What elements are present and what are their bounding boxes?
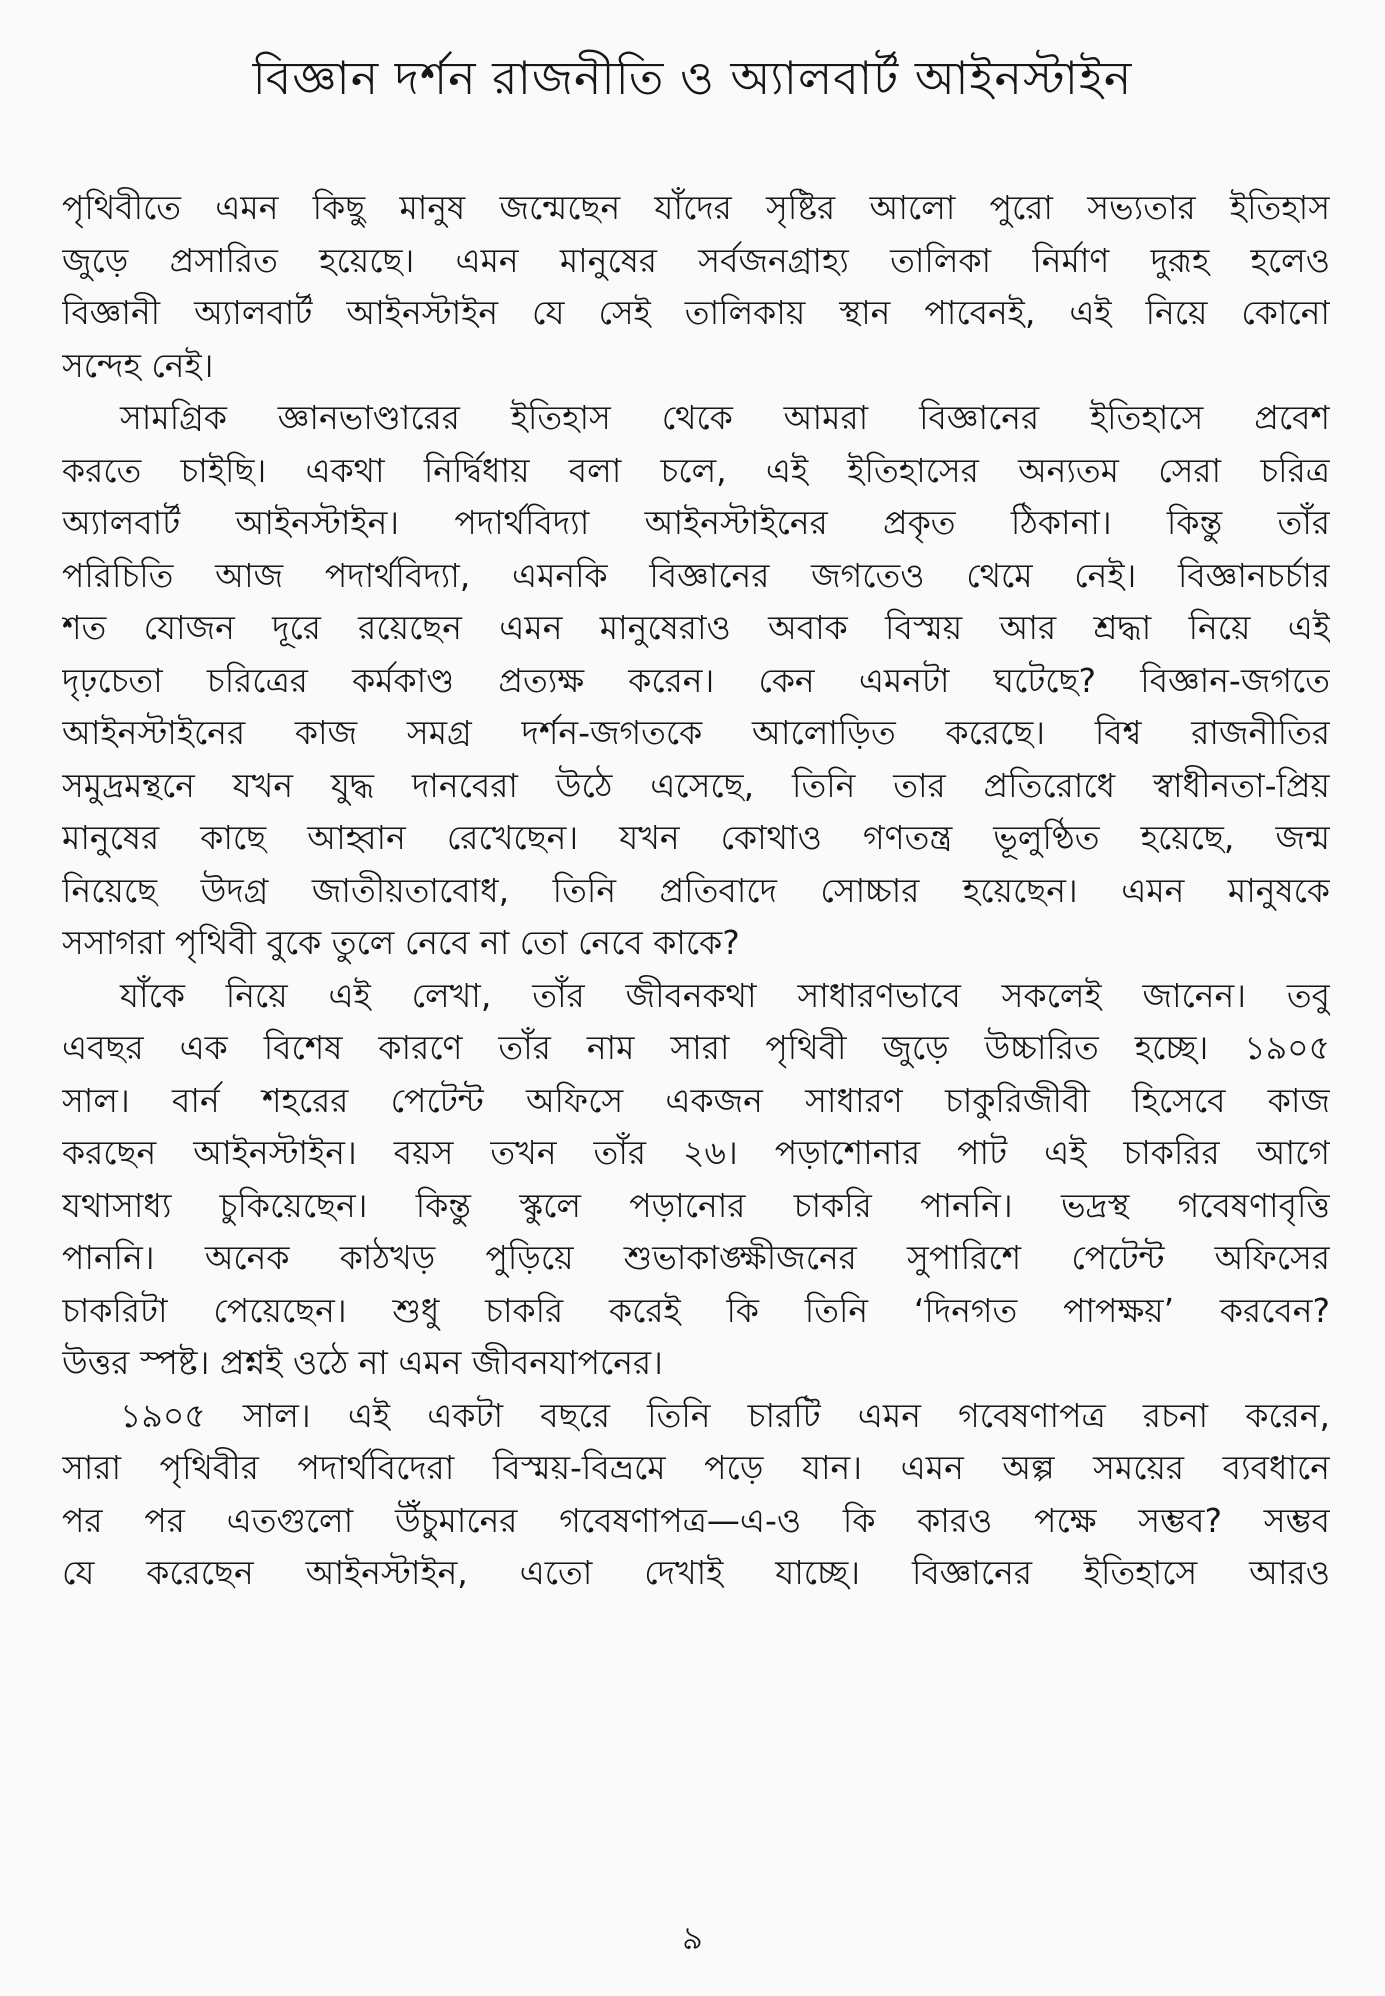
body-text [62, 182, 1330, 1600]
paragraph [62, 392, 1330, 970]
text-line: যাঁকে নিয়ে এই লেখা, তাঁর জীবনকথা সাধারণভাবে সকলেই জানেন। তবু [120, 975, 1330, 1015]
text-line: অ্যালবার্ট আইনস্টাইন। পদার্থবিদ্যা আইনস্টাইনের প্রকৃত ঠিকানা। কিন্তু তাঁর [62, 503, 1330, 542]
chapter-title: বিজ্ঞান দর্শন রাজনীতি ও অ্যালবার্ট আইনস্টাইন [252, 51, 1133, 105]
text-line: সসাগরা পৃথিবী বুকে তুলে নেবে না তো নেবে কাকে? [62, 923, 740, 962]
text-line: ১৯০৫ সাল। এই একটা বছরে তিনি চারটি এমন গবেষণাপত্র রচনা করেন, [120, 1395, 1330, 1435]
paragraph [62, 970, 1330, 1390]
text-line: সমুদ্রমন্থনে যখন যুদ্ধ দানবেরা উঠে এসেছে, তিনি তার প্রতিরোধে স্বাধীনতা-প্রিয় [62, 765, 1330, 805]
text-line: পর পর এতগুলো উঁচুমানের গবেষণাপত্র—এ-ও কি কারও পক্ষে সম্ভব? সম্ভব [62, 1500, 1330, 1540]
text-line: দৃঢ়চেতা চরিত্রের কর্মকাণ্ড প্রত্যক্ষ করেন। কেন এমনটা ঘটেছে? বিজ্ঞান-জগতে [62, 660, 1330, 700]
text-line: এবছর এক বিশেষ কারণে তাঁর নাম সারা পৃথিবী জুড়ে উচ্চারিত হচ্ছে। ১৯০৫ [62, 1028, 1330, 1067]
text-line: জুড়ে প্রসারিত হয়েছে। এমন মানুষের সর্বজনগ্রাহ্য তালিকা নির্মাণ দুরূহ হলেও [62, 240, 1330, 280]
text-line: চাকরিটা পেয়েছেন। শুধু চাকরি করেই কি তিনি ‘দিনগত পাপক্ষয়’ করবেন? [62, 1290, 1330, 1330]
text-line: বিজ্ঞানী অ্যালবার্ট আইনস্টাইন যে সেই তালিকায় স্থান পাবেনই, এই নিয়ে কোনো [62, 293, 1330, 332]
text-line: আইনস্টাইনের কাজ সমগ্র দর্শন-জগতকে আলোড়িত করেছে। বিশ্ব রাজনীতির [62, 713, 1330, 752]
text-line: উত্তর স্পষ্ট। প্রশ্নই ওঠে না এমন জীবনযাপনের। [62, 1343, 663, 1382]
paragraph [62, 1390, 1330, 1600]
text-line: শত যোজন দূরে রয়েছেন এমন মানুষেরাও অবাক বিস্ময় আর শ্রদ্ধা নিয়ে এই [62, 608, 1330, 647]
text-line: পাননি। অনেক কাঠখড় পুড়িয়ে শুভাকাঙ্ক্ষীজনের সুপারিশে পেটেন্ট অফিসের [62, 1238, 1330, 1277]
text-line: করতে চাইছি। একথা নির্দ্বিধায় বলা চলে, এই ইতিহাসের অন্যতম সেরা চরিত্র [62, 450, 1330, 490]
text-line: সন্দেহ নেই। [62, 345, 214, 385]
text-line: সামগ্রিক জ্ঞানভাণ্ডারের ইতিহাস থেকে আমরা বিজ্ঞানের ইতিহাসে প্রবেশ [120, 398, 1330, 437]
text-line: পরিচিতি আজ পদার্থবিদ্যা, এমনকি বিজ্ঞানের জগতেও থেমে নেই। বিজ্ঞানচর্চার [62, 555, 1330, 595]
page-number: ৯ [682, 1919, 703, 1957]
text-line: সারা পৃথিবীর পদার্থবিদেরা বিস্ময়-বিভ্রমে পড়ে যান। এমন অল্প সময়ের ব্যবধানে [62, 1448, 1330, 1487]
text-line: নিয়েছে উদগ্র জাতীয়তাবোধ, তিনি প্রতিবাদে সোচ্চার হয়েছেন। এমন মানুষকে [62, 870, 1330, 910]
text-line: যে করেছেন আইনস্টাইন, এতো দেখাই যাচ্ছে। বিজ্ঞানের ইতিহাসে আরও [62, 1553, 1330, 1592]
text-line: যথাসাধ্য চুকিয়েছেন। কিন্তু স্কুলে পড়ানোর চাকরি পাননি। ভদ্রস্থ গবেষণাবৃত্তি [62, 1185, 1330, 1225]
text-line: মানুষের কাছে আহ্বান রেখেছেন। যখন কোথাও গণতন্ত্র ভূলুণ্ঠিত হয়েছে, জন্ম [62, 818, 1330, 857]
text-line: সাল। বার্ন শহরের পেটেন্ট অফিসে একজন সাধারণ চাকুরিজীবী হিসেবে কাজ [62, 1080, 1330, 1120]
text-line: পৃথিবীতে এমন কিছু মানুষ জন্মেছেন যাঁদের সৃষ্টির আলো পুরো সভ্যতার ইতিহাস [62, 188, 1330, 227]
text-line: করছেন আইনস্টাইন। বয়স তখন তাঁর ২৬। পড়াশোনার পাট এই চাকরির আগে [62, 1133, 1330, 1172]
paragraph [62, 182, 1330, 392]
